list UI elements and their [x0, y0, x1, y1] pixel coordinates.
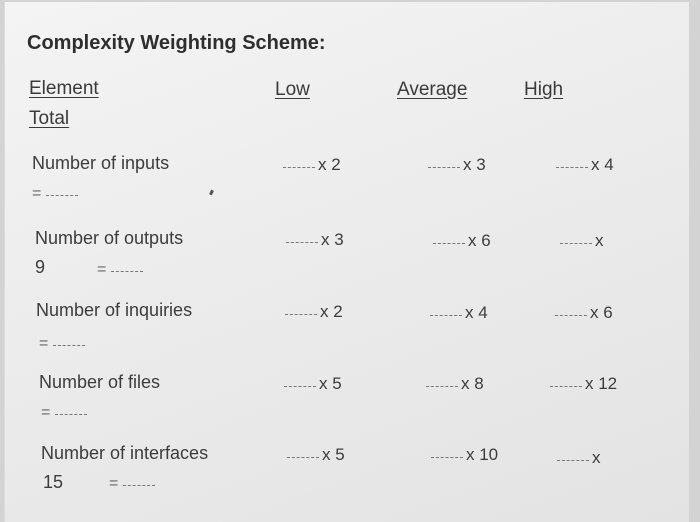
- cell-outputs-low: x 3: [286, 230, 344, 250]
- cell-outputs-average: x 6: [433, 231, 491, 251]
- cell-inquiries-low: x 2: [285, 302, 343, 322]
- cell-interfaces-average: x 10: [431, 445, 498, 465]
- header-element: Element: [29, 78, 99, 99]
- row-label-inquiries: Number of inquiries: [36, 300, 193, 320]
- total-interfaces-value: 15: [43, 472, 64, 492]
- row-label-files: Number of files: [39, 372, 161, 392]
- header-total: Total: [29, 108, 70, 129]
- total-inquiries: =: [39, 335, 88, 353]
- total-files: =: [41, 404, 90, 422]
- header-low: Low: [275, 79, 310, 100]
- row-label-outputs: Number of outputs: [35, 228, 184, 248]
- total-interfaces: =: [109, 475, 158, 493]
- cell-interfaces-low: x 5: [287, 445, 345, 465]
- cell-files-low: x 5: [284, 374, 342, 394]
- total-outputs-value: 9: [35, 257, 46, 277]
- cell-inquiries-high: x 6: [555, 303, 613, 323]
- cell-outputs-high: x: [560, 231, 604, 251]
- document-page: [4, 2, 689, 522]
- stray-mark: [209, 190, 214, 196]
- cell-inputs-high: x 4: [556, 155, 614, 175]
- cell-inputs-low: x 2: [283, 155, 341, 175]
- cell-interfaces-high: x: [557, 448, 601, 468]
- total-outputs: =: [97, 261, 146, 279]
- cell-files-average: x 8: [426, 374, 484, 394]
- row-label-interfaces: Number of interfaces: [41, 443, 209, 463]
- total-inputs: =: [32, 185, 81, 203]
- row-label-inputs: Number of inputs: [32, 153, 170, 173]
- header-average: Average: [397, 79, 468, 100]
- cell-files-high: x 12: [550, 374, 617, 394]
- page-title: Complexity Weighting Scheme:: [27, 32, 326, 54]
- header-high: High: [524, 79, 564, 100]
- cell-inquiries-average: x 4: [430, 303, 488, 323]
- cell-inputs-average: x 3: [428, 155, 486, 175]
